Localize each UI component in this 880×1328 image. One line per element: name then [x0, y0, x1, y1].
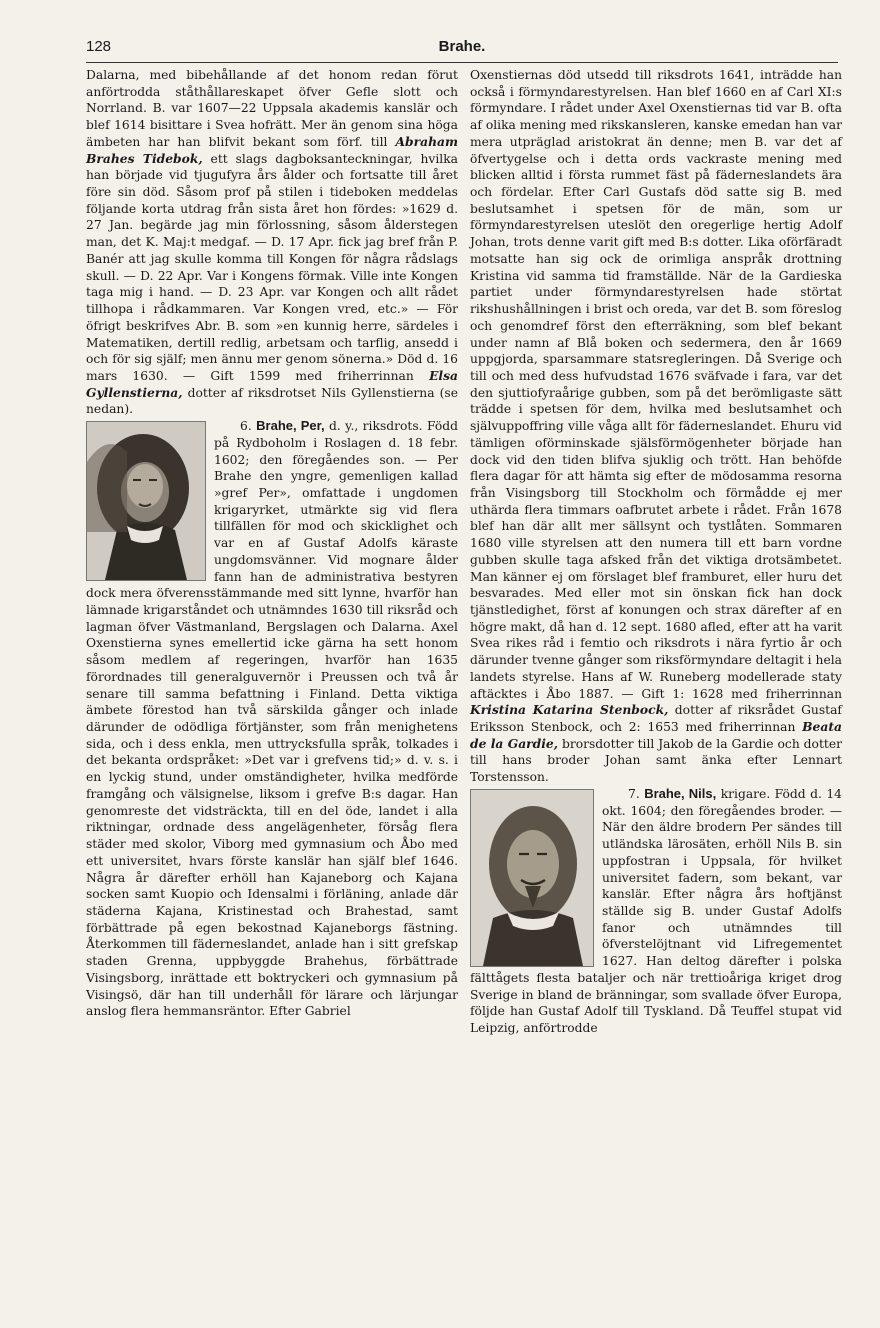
- entry-5-continuation: [86, 67, 458, 418]
- portrait-nils-brahe: [470, 789, 594, 967]
- left-column: [86, 67, 458, 1020]
- entry-6-text-d: brorsdotter till Jakob de la Gardie och dotter till hans broder Johan samt änka efter Lennart Torstensson.: [470, 736, 842, 785]
- right-column: [470, 67, 842, 1037]
- running-title: Brahe.: [438, 38, 486, 55]
- entry-6-text-b: Oxenstiernas död utsedd till riksdrots 1641, inträdde han också i förmyndarestyrelsen. Han blef 1660 en af Carl XI:s förmyndare. I rådet under Axel Oxenstiernas tid var B. ofta af olika mening med rikskansleren, kanske emedan han var mera utpräglad aristokrat än denne; men B. var det af öfvertygelse och i detta ords vackraste mening med blicken alltid i första rummet fäst på fäderneslandets ära och fördelar. Efter Carl Gustafs död satte sig B. med beslutsamhet i spetsen för de män, som ur förmyndarestyrelsen uteslöt den oregerlige hertig Adolf Johan, trots denne varit gift med B:s dotter. Lika oförfäradt motsatte han sig ock de orimliga anspråk drottning Kristina vid samma tid framställde. När de la Gardieska partiet under förmyndarestyrelsen hade störtat rikshushållningen i brist och oreda, var det B. som föreslog och genomdref först den efterräkning, som blef bekant under namn af Blå boken och sedermera, den år 1669 uppgjorda, sparsammare statsregleringen. Då Sverige och till och med dess hufvudstad 1676 sväfvade i fara, var det den sjuttiofyraårige gubben, som på det berömligaste sätt trädde i spetsen för dem, hvilka med beslutsamhet och självuppoffring ville våga allt för fäderneslandet. Ehuru vid tämligen oförminskade själsförmögenheter började han dock vid den tiden blifva sjuklig och trött. Han behöfde flera dagar för att hämta sig efter de mödosamma resorna från Visingsborg till Stockholm och förmådde ej mer uthärda flera timmars oafbrutet arbete i rådet. Från 1678 blef han där allt mer sällsynt och tystlåten. Sommaren 1680 ville styrelsen att den numera till ett barn vordne gubben skulle taga afsked från det viktiga drotsämbetet. Man känner ej om förslaget blef framburet, eller huru det besvarades. Med eller mot sin önskan fick han dock tjänstledighet, först af konungen och strax därefter af en högre makt, då han d. 12 sept. 1680 afled, efter att ha varit Svea rikes råd i femtio och riksdrots i nära fyrtio år och därunder tvenne gånger som riksförmyndare deltagit i hela landets styrelse. Hans af W. Runeberg modellerade staty aftäcktes i Åbo 1887. — Gift 1: 1628 med friherrinnan: [470, 68, 842, 701]
- entry-7: [470, 786, 842, 1037]
- portrait-per-brahe: [86, 421, 206, 581]
- entry-5-text-b: ett slags dagboksanteckningar, hvilka han började vid tjugufyra års ålder och fortsatte till året före sin död. Såsom prof på stilen i tideboken meddelas följande korta utdrag från sista året hon fördes: »1629 d. 27 Jan. begärde jag min förlossning, såsom ålderstegen man, det K. Maj:t medgaf. — D. 17 Apr. fick jag bref från P. Banér att jag skulle komma till Kongen för några rådslags skull. — D. 22 Apr. Var i Kongens förmak. Ville inte Kongen taga mig i hand. — D. 23 Apr. var Kongen och allt rådet tillhopa i rådkammaren. Var Kongen vred, etc.» — För öfrigt beskrifves Abr. B. som »en kunnig herre, särdeles i Matematiken, dertill redlig, arbetsam och tarflig, ansedd i och för sig själf; men ännu mer genom sönerna.» Död d. 16 mars 1630. — Gift 1599 med friherrinnan: [86, 151, 458, 383]
- entry-6-name: Brahe, Per,: [256, 418, 325, 434]
- entry-7-number: 7.: [628, 786, 640, 801]
- header-rule: [86, 62, 838, 63]
- page-header: [86, 36, 838, 60]
- spouse-name-kristina: Kristina Katarina Stenbock,: [470, 702, 669, 718]
- portrait-nils-illustration: [471, 790, 593, 966]
- entry-7-text: krigare. Född d. 14 okt. 1604; den föregåendes broder. — När den äldre brodern Per sändes till utländska lärosäten, erhöll Nils B. sin uppfostran i Uppsala, för hvilket universitet fadern, som bekant, var kanslär. Efter några års hoftjänst ställde sig B. under Gustaf Adolfs fanor och utnämndes till öfverstelöjtnant vid Lifregementet 1627. Han deltog därefter i polska fälttågets flesta bataljer och när trettioåriga kriget drog Sverige in bland de bränningar, som svallade öfver Europa, följde han Gustaf Adolf till Tyskland. Då Teuffel stupat vid Leipzig, anförtrodde: [470, 786, 842, 1035]
- work-title-tidebok: Abraham Brahes Tidebok,: [86, 133, 458, 166]
- entry-5-text-a: Dalarna, med bibehållande af det honom redan förut anförtrodda ståthållareskapet öfver Gefle slott och Norrland. B. var 1607—22 Uppsala akademis kanslär och blef 1614 bisittare i Svea hofrätt. Mer än genom sina höga ämbeten har han blifvit bekant som förf. till: [86, 68, 458, 149]
- entry-6: [86, 418, 458, 1020]
- entry-6-text-c: dotter af riksrådet Gustaf Eriksson Stenbock, och 2: 1653 med friherrinnan: [470, 703, 842, 735]
- entry-6-number: 6.: [240, 419, 252, 434]
- entry-6-text: d. y., riksdrots. Född på Rydboholm i Roslagen d. 18 febr. 1602; den föregåendes son. — Per Brahe den yngre, gemenligen kallad »gref Per», omfattade i ungdomen krigaryrket, utmärkte sig vid flera tillfällen för mod och skicklighet och var en af Gustaf Adolfs käraste ungdomsvänner. Vid mognare ålder fann han de administrativa bestyren dock mera öfverensstämmande med sitt lynne, hvarför han lämnade krigarståndet och utnämndes 1630 till riksråd och lagman öfver Västmanland, Bergslagen och Dalarna. Axel Oxenstierna synes emellertid icke gärna ha sett honom såsom medlem af regeringen, hvarför han 1635 förordnades till generalguvernör i Preussen och två år senare till samma befattning i Finland. Detta viktiga ämbete förestod han två särskilda gånger och inlade därunder de odödliga förtjänster, som från menighetens sida, och i dess enkla, men uttrycksfulla språk, tolkades i det bekanta ordspråket: »Det var i grefvens tid;» d. v. s. i en lyckig stund, under omständigheter, hvilka medförde framgång och välsignelse, liksom i grefve B:s dagar. Han genomreste det vidsträckta, till en del öde, landet i alla riktningar, ordnade dess angelägenheter, försåg flera städer med skolor, Viborg med gymnasium och Åbo med ett universitet, hvars förste kanslär han själf blef 1646. Några år därefter erhöll han Kajaneborg och Kajana socken samt Kuopio och Idensalmi i förläning, anlade där städerna Kajana, Kristinestad och Brahestad, samt förbättrade på egen bekostnad Kajaneborgs fästning. Återkommen till fäderneslandet, anlade han i sitt grefskap staden Grenna, uppbyggde Brahehus, förbättrade Visingsborg, inrättade ett boktryckeri och gymnasium på Visingsö, där han till underhåll för lärare och lärjungar anslog flera hemmansräntor. Efter Gabriel: [86, 419, 458, 1019]
- entry-6-continuation: [470, 67, 842, 786]
- spouse-name-beata: Beata de la Gardie,: [470, 719, 842, 751]
- page-number: 128: [86, 38, 112, 55]
- portrait-per-illustration: [87, 422, 205, 580]
- entry-7-name: Brahe, Nils,: [644, 785, 717, 801]
- spouse-name-elsa: Elsa Gyllenstierna,: [86, 367, 458, 400]
- entry-5-text-c: dotter af riksdrotset Nils Gyllenstierna (se nedan).: [86, 385, 458, 417]
